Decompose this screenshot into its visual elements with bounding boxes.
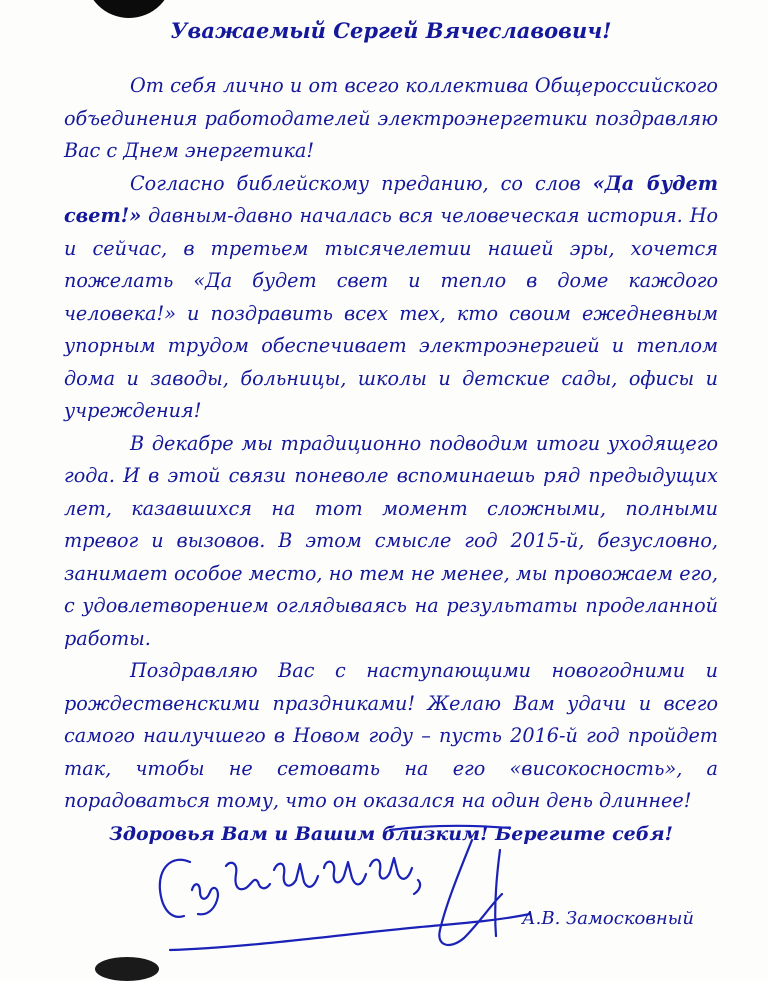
bottom-dark-mark: [95, 957, 159, 981]
letter-greeting: Уважаемый Сергей Вячеславович!: [170, 18, 612, 43]
paragraph-congratulation: От себя лично и от всего коллектива Общероссийского объединения работодателей электроэнергетики поздравляю Вас с Днем энергетика!: [64, 74, 718, 162]
handwritten-signature: [150, 810, 550, 960]
paragraph-year-summary: В декабре мы традиционно подводим итоги уходящего года. И в этой связи поневоле вспоминаешь ряд предыдущих лет, казавшихся на тот момент сложными, полными тревог и вызовов. В этом смысле год 2015-й, безусловно, занимает особое место, но тем не менее, мы провожаем его, с удовлетворением оглядываясь на результаты проделанной работы.: [64, 431, 718, 650]
signer-name: А.В. Замосковный: [522, 908, 694, 929]
closing-wish: Здоровья Вам и Вашим близким! Берегите себя!: [109, 822, 673, 845]
paragraph-bible-legend-start: Согласно библейскому преданию, со слов: [130, 171, 593, 195]
quote-let-there-be-light: «Да будет свет!»: [64, 171, 718, 227]
paragraph-bible-legend: [64, 168, 718, 428]
letter-body: [64, 0, 718, 850]
paragraph-holiday-wishes: Поздравляю Вас с наступающими новогодними и рождественскими праздниками! Желаю Вам удачи и всего самого наилучшего в Новом году – пусть 2016-й год пройдет так, чтобы не сетовать на его «високосность», а порадоваться тому, что он оказался на один день длиннее!: [64, 659, 718, 812]
paragraph-bible-legend-rest: давным-давно началась вся человеческая история. Но и сейчас, в третьем тысячелетии нашей эры, хочется пожелать «Да будет свет и тепло в доме каждого человека!» и поздравить всех тех, кто своим ежедневным упорным трудом обеспечивает электроэнергией и теплом дома и заводы, больницы, школы и детские сады, офисы и учреждения!: [64, 204, 718, 422]
